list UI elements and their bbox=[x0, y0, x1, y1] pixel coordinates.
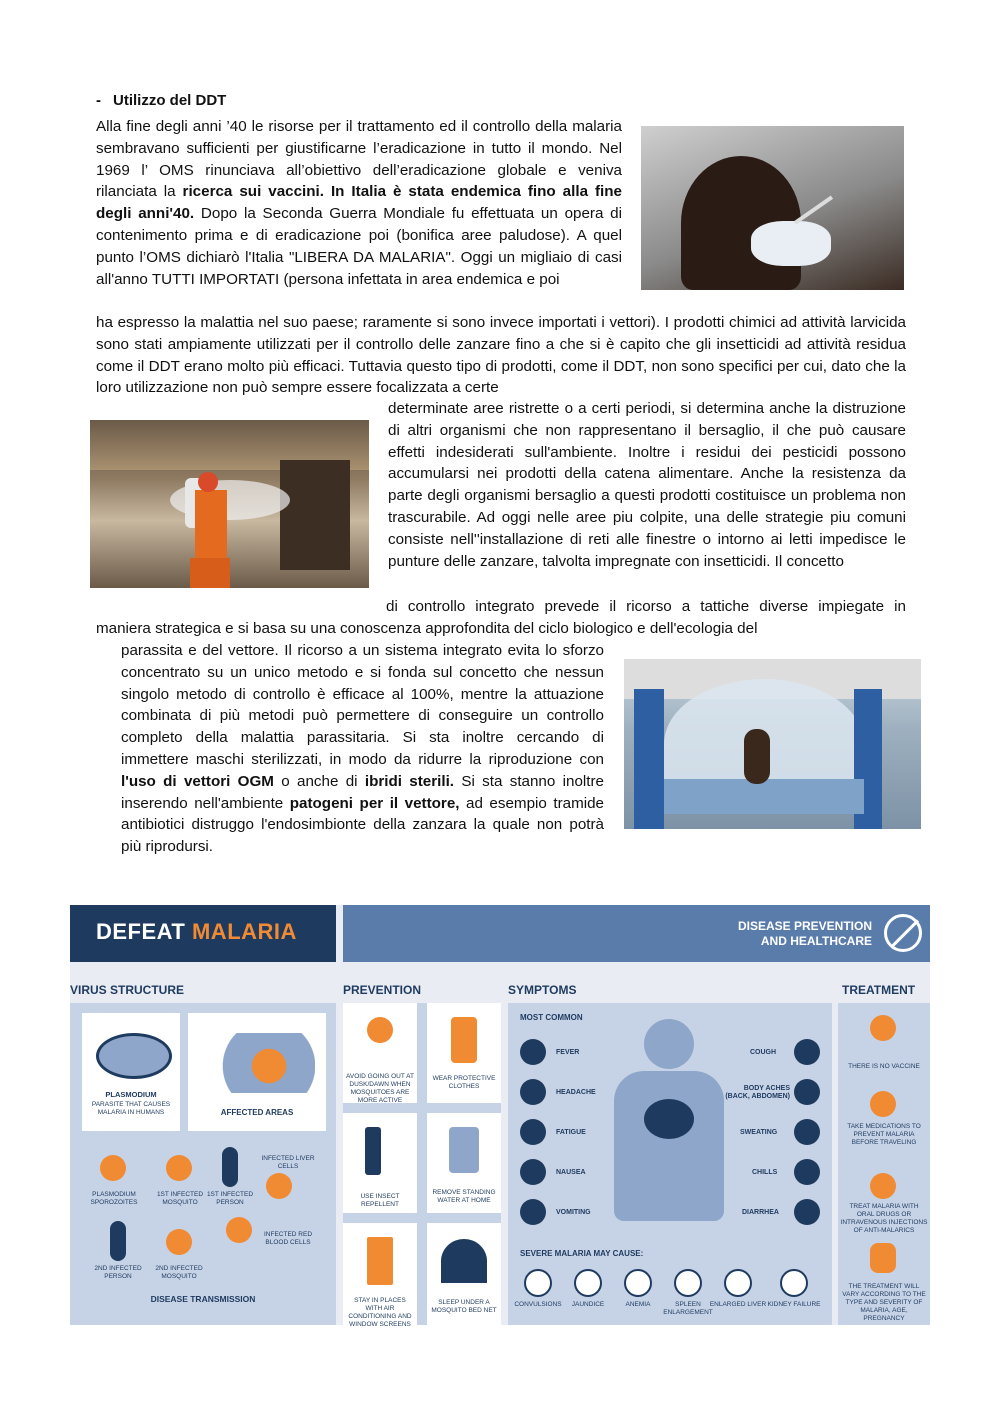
cycle-label: INFECTED RED BLOOD CELLS bbox=[263, 1231, 313, 1246]
severe-item-label: SPLEEN ENLARGEMENT bbox=[663, 1301, 713, 1316]
mosquito-icon bbox=[166, 1229, 192, 1255]
body-organs bbox=[644, 1099, 694, 1139]
header-text bbox=[738, 919, 872, 949]
infographic-header-bar bbox=[343, 905, 930, 962]
symptom-label: FEVER bbox=[556, 1049, 580, 1056]
symptom-label: NAUSEA bbox=[556, 1169, 586, 1176]
text-run: Dopo la Seconda Guerra Mondiale fu effettuata un opera di contenimento prima e di eradicazione poi (bonifica aree paludose). A quel punto l’OMS dichiarò l'Italia "LIBERA DA MALARIA". Oggi un migliaio di casi all'anno TUTTI IMPORTATI (persona infettata in area endemica e poi bbox=[96, 205, 623, 288]
treatment-label: TAKE MEDICATIONS TO PREVENT MALARIA BEFORE TRAVELING bbox=[847, 1123, 921, 1146]
prevention-tile bbox=[427, 1223, 501, 1325]
severe-label: SEVERE MALARIA MAY CAUSE: bbox=[520, 1249, 644, 1258]
prevention-tile bbox=[343, 1113, 417, 1213]
severe-item-label: CONVULSIONS bbox=[514, 1301, 562, 1308]
symptom-label: VOMITING bbox=[556, 1209, 591, 1216]
symptom-label: HEADACHE bbox=[556, 1089, 596, 1096]
anemia-icon bbox=[624, 1269, 652, 1297]
treatment-label: THERE IS NO VACCINE bbox=[848, 1063, 920, 1070]
no-vaccine-icon bbox=[870, 1015, 896, 1041]
section-treatment: TREATMENT bbox=[842, 983, 916, 997]
plasmodium-label: PLASMODIUM bbox=[105, 1090, 157, 1099]
body-aches-icon bbox=[794, 1079, 820, 1105]
person-icon bbox=[222, 1147, 238, 1187]
plasmodium-icon bbox=[96, 1033, 172, 1079]
infographic-title bbox=[96, 919, 297, 945]
prevention-panel bbox=[343, 1003, 501, 1328]
prevention-label: REMOVE STANDING WATER AT HOME bbox=[432, 1189, 496, 1204]
medication-icon bbox=[870, 1091, 896, 1117]
symptom-label: SWEATING bbox=[740, 1129, 778, 1136]
window-screen-icon bbox=[367, 1237, 393, 1285]
header-line: DISEASE PREVENTION bbox=[737, 919, 872, 933]
infographic-defeat-malaria bbox=[70, 905, 930, 1328]
world-map-icon bbox=[200, 1033, 315, 1093]
prevention-label: USE INSECT REPELLENT bbox=[360, 1193, 400, 1208]
text-run: parassita e del vettore. Il ricorso a un sistema integrato evita lo sforzo concentrato su un unico metodo e si fonda sul concetto che nessun singolo metodo di controllo è efficace al 100%, mentre la attuazione combinata di più metodi può permettere di conseguire un controllo completo della malattia parassitaria. Si sta inoltre cercando di immettere maschi sterilizzati, in modo da ridurre la riproduzione con bbox=[121, 642, 604, 768]
text-run: Si sta stanno inoltre inserendo nell'ambiente bbox=[121, 772, 604, 812]
fatigue-icon bbox=[520, 1119, 546, 1145]
section-virus-structure: VIRUS STRUCTURE bbox=[70, 983, 185, 997]
symptom-label: CHILLS bbox=[752, 1169, 778, 1176]
water-icon bbox=[449, 1127, 479, 1173]
prevention-label: STAY IN PLACES WITH AIR CONDITIONING AND WINDOW SCREENS bbox=[348, 1297, 412, 1328]
bold-run: ibridi sterili. bbox=[364, 772, 455, 790]
severe-item-label: JAUNDICE bbox=[571, 1301, 605, 1308]
symptom-label: BODY ACHES (BACK, ABDOMEN) bbox=[725, 1085, 790, 1100]
cycle-label: 2ND INFECTED PERSON bbox=[94, 1265, 142, 1280]
section-symptoms: SYMPTOMS bbox=[508, 983, 577, 997]
person-icon bbox=[110, 1221, 126, 1261]
prevention-label: WEAR PROTECTIVE CLOTHES bbox=[432, 1075, 496, 1090]
convulsions-icon bbox=[524, 1269, 552, 1297]
prevention-tile bbox=[343, 1223, 417, 1328]
section-heading bbox=[96, 92, 226, 109]
clothes-icon bbox=[451, 1017, 477, 1063]
affected-areas-tile bbox=[188, 1013, 326, 1131]
mosquito-icon bbox=[166, 1155, 192, 1181]
treatment-label: TREAT MALARIA WITH ORAL DRUGS OR INTRAVENOUS INJECTIONS OF ANTI-MALARICS bbox=[840, 1203, 928, 1234]
diarrhea-icon bbox=[794, 1199, 820, 1225]
injection-icon bbox=[870, 1173, 896, 1199]
section-prevention: PREVENTION bbox=[343, 983, 422, 997]
repellent-icon bbox=[365, 1127, 381, 1175]
photo-bed-net bbox=[624, 659, 921, 829]
treatment-panel bbox=[838, 1003, 930, 1325]
paragraph-intro bbox=[96, 116, 622, 290]
body-head bbox=[644, 1019, 694, 1069]
cycle-label: PLASMODIUM SPOROZOITES bbox=[90, 1191, 138, 1206]
plasmodium-sublabel: PARASITE THAT CAUSES MALARIA IN HUMANS bbox=[91, 1101, 171, 1116]
prevention-label: AVOID GOING OUT AT DUSK/DAWN WHEN MOSQUITOES ARE MORE ACTIVE bbox=[346, 1073, 414, 1104]
header-line: AND HEALTHCARE bbox=[760, 934, 872, 948]
sporozoites-icon bbox=[100, 1155, 126, 1181]
affected-areas-label: AFFECTED AREAS bbox=[220, 1108, 294, 1117]
paragraph-effects: determinate aree ristrette o a certi periodi, si determina anche la distruzione di altri organismi che non rappresentano il bersaglio, il che può causare effetti indesiderati sull'ambiente. Inoltre i residui dei pesticidi possono accumularsi nei prodotti della catena alimentare. Anche la resistenza da parte degli organismi bersaglio a questi prodotti costituisce un problema non trascurabile. Ad oggi nelle aree piu colpite, una delle strategie piu comuni consiste nell''installazione di reti alle finestre o intorno ai letti impedisce le punture delle zanzare, talvolta impregnate con insetticidi. Il concetto bbox=[388, 400, 906, 570]
symptom-label: DIARRHEA bbox=[742, 1209, 779, 1216]
infographic-title-bar bbox=[70, 905, 336, 962]
text-run: o anche di bbox=[273, 772, 365, 790]
sweating-icon bbox=[794, 1119, 820, 1145]
severe-item-label: KIDNEY FAILURE bbox=[767, 1301, 821, 1308]
headache-icon bbox=[520, 1079, 546, 1105]
liver-icon bbox=[724, 1269, 752, 1297]
cycle-label: 1ST INFECTED MOSQUITO bbox=[156, 1191, 204, 1206]
paragraph-integrated: di controllo integrato prevede il ricorso a tattiche diverse impiegate in maniera strategica e si basa su una conoscenza approfondita del ciclo biologico e dell'ecologia del bbox=[96, 598, 906, 637]
prevention-tile bbox=[427, 1003, 501, 1103]
blood-cells-icon bbox=[226, 1217, 252, 1243]
severe-item-label: ENLARGED LIVER bbox=[709, 1301, 767, 1308]
text-run: ad esempio tramide antibiotici distruggo l'endosimbionte della zanzara la quale non potrà più riprodursi. bbox=[121, 794, 604, 856]
title-part: DEFEAT bbox=[96, 919, 192, 944]
bold-run: patogeni per il vettore, bbox=[289, 794, 460, 812]
transmission-label: DISEASE TRANSMISSION bbox=[150, 1294, 256, 1304]
heading-title: Utilizzo del DDT bbox=[113, 92, 227, 109]
most-common-label: MOST COMMON bbox=[520, 1013, 583, 1022]
title-accent: MALARIA bbox=[191, 919, 297, 944]
cycle-label: 2ND INFECTED MOSQUITO bbox=[155, 1265, 203, 1280]
prevention-tile bbox=[427, 1113, 501, 1213]
treatment-label: THE TREATMENT WILL VARY ACCORDING TO THE TYPE AND SEVERITY OF MALARIA, AGE, PREGNANCY bbox=[842, 1283, 926, 1322]
text-run: Alla fine degli anni ’40 le risorse per il trattamento ed il controllo della malaria sembravano sufficienti per giustificarne l’eradicazione in tutto il mondo. Nel 1969 l’ OMS rinunciava all’obiettivo dell’eradicazione globale e veniva rilanciata la bbox=[96, 118, 622, 201]
spleen-icon bbox=[674, 1269, 702, 1297]
cycle-label: INFECTED LIVER CELLS bbox=[261, 1155, 315, 1170]
paragraph-ddt: ha espresso la malattia nel suo paese; raramente si sono invece importati i vettori). I prodotti chimici ad attività larvicida sono stati ampiamente utilizzati per il controllo delle zanzare fino a che si è capito che gli insetticidi ad attività residua come il DDT erano molto più efficaci. Tuttavia questo tipo di prodotti, come il DDT, non sono specifici per cui, dato che la loro utilizzazione non può sempre essere focalizzata a certe bbox=[96, 314, 906, 397]
prevention-label: SLEEP UNDER A MOSQUITO BED NET bbox=[431, 1299, 497, 1314]
bold-run: ricerca sui vaccini. In Italia è stata endemica fino alla fine degli anni'40. bbox=[96, 183, 622, 223]
fever-icon bbox=[520, 1039, 546, 1065]
plasmodium-tile bbox=[82, 1013, 180, 1131]
body-torso bbox=[614, 1071, 724, 1221]
vomiting-icon bbox=[520, 1199, 546, 1225]
liver-icon bbox=[266, 1173, 292, 1199]
jaundice-icon bbox=[574, 1269, 602, 1297]
photo-vaccination bbox=[641, 126, 904, 290]
paragraph-strategy bbox=[121, 640, 604, 858]
severe-item-label: ANEMIA bbox=[625, 1301, 651, 1308]
heading-dash: - bbox=[96, 92, 101, 109]
photo-spraying bbox=[90, 420, 369, 588]
cough-icon bbox=[794, 1039, 820, 1065]
symptom-label: COUGH bbox=[750, 1049, 777, 1056]
bed-net-icon bbox=[441, 1239, 487, 1283]
kidney-icon bbox=[780, 1269, 808, 1297]
chills-icon bbox=[794, 1159, 820, 1185]
bold-run: l'uso di vettori OGM bbox=[121, 772, 274, 790]
sunset-icon bbox=[367, 1017, 393, 1043]
virus-panel bbox=[70, 1003, 336, 1325]
symptom-label: FATIGUE bbox=[556, 1129, 586, 1136]
nausea-icon bbox=[520, 1159, 546, 1185]
prevention-tile bbox=[343, 1003, 417, 1103]
mosquito-ban-icon bbox=[884, 914, 922, 952]
symptoms-panel bbox=[508, 1003, 832, 1325]
cycle-label: 1ST INFECTED PERSON bbox=[206, 1191, 254, 1206]
people-icon bbox=[870, 1243, 896, 1273]
